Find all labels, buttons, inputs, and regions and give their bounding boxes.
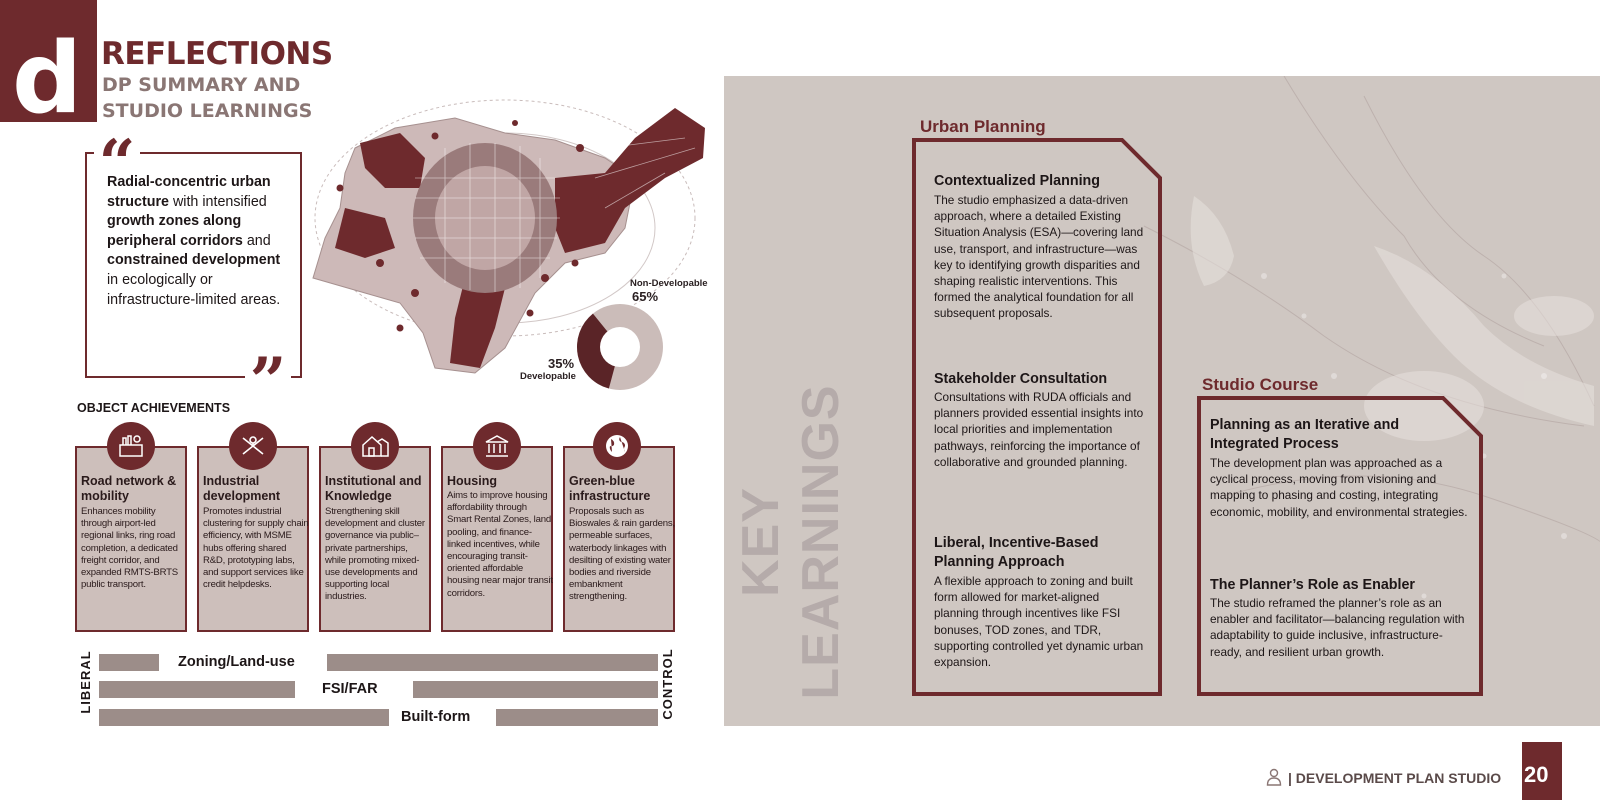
zoning-label: Zoning/Land-use <box>178 654 295 670</box>
quote-segment: constrained development <box>107 252 281 269</box>
achievement-title: Green-blue infrastructure <box>569 474 651 503</box>
fsi-label: FSI/FAR <box>322 681 378 697</box>
non-developable-label: Non-Developable <box>630 278 708 289</box>
section-letter: d <box>12 22 79 136</box>
page-number: 20 <box>1524 762 1549 787</box>
developable-value: 35% <box>548 356 575 371</box>
zoning-bar-right <box>327 654 658 671</box>
studio-course-heading: Studio Course <box>1202 375 1319 394</box>
achievement-title: Institutional and Knowledge <box>325 474 422 503</box>
zoning-bar-left <box>99 654 159 671</box>
quote-text <box>107 173 287 310</box>
achievement-title: Housing <box>447 474 497 488</box>
quote-segment: in ecologically or infrastructure-limited areas. <box>107 271 281 308</box>
achievement-body: Enhances mobility through airport-led regional links, ring road completion, a dedicated freight corridor, and expanded RMTS-BRTS public transport. <box>81 506 178 591</box>
buildings-icon <box>351 422 399 470</box>
learning-body: The studio emphasized a data-driven approach, where a detailed Existing Situation Analysis (ESA)—covering land use, transport, and infrastructure—was key to identifying growth disparities and shaping realistic interventions. This formed the analytical foundation for all subsequent proposals. <box>934 193 1144 321</box>
user-icon <box>1266 768 1282 786</box>
achievement-card-industrial <box>197 446 309 632</box>
learning-body: The development plan was approached as a cyclical process, moving from visioning and mapping to phasing and costing, integrating economic, mobility, and environmental strategies. <box>1210 456 1468 519</box>
built-form-bar-left <box>99 709 389 726</box>
close-quote-icon: ” <box>245 350 291 390</box>
learning-title: Liberal, Incentive-Based Planning Approach <box>934 535 1099 570</box>
donut-hole <box>600 327 640 367</box>
achievement-title: Road network & mobility <box>81 474 177 503</box>
land-split-donut <box>575 302 665 392</box>
learning-body: Consultations with RUDA officials and planners provided essential insights into local priorities and implementation pathways, reinforcing the importance of collaborative and grounded planning. <box>934 390 1144 469</box>
globe-icon <box>593 422 641 470</box>
fsi-bar-right <box>413 681 658 698</box>
urban-planning-heading: Urban Planning <box>920 117 1046 136</box>
liberal-label: LIBERAL <box>78 650 93 714</box>
built-form-label: Built-form <box>401 709 471 725</box>
learning-body: A flexible approach to zoning and built form allowed for market-aligned planning through incentives like FSI bonuses, TOD zones, and TDR, supporting controlled yet dynamic urban expansion. <box>934 574 1144 670</box>
achievement-card-housing <box>441 446 553 632</box>
quote-segment: with intensified <box>168 193 267 210</box>
page-subtitle: DP SUMMARY AND STUDIO LEARNINGS <box>102 74 313 122</box>
learning-title: Planning as an Iterative and Integrated Process <box>1210 417 1400 452</box>
factory-icon <box>107 422 155 470</box>
developable-label: Developable <box>520 371 576 382</box>
achievement-title: Industrial development <box>203 474 281 503</box>
achievement-card-institutional <box>319 446 431 632</box>
control-label: CONTROL <box>660 648 675 720</box>
fsi-bar-left <box>99 681 295 698</box>
bank-icon <box>473 422 521 470</box>
non-developable-value: 65% <box>632 289 659 304</box>
open-quote-icon: “ <box>94 132 140 172</box>
footer-label: | DEVELOPMENT PLAN STUDIO <box>1288 770 1502 786</box>
achievement-body: Aims to improve housing affordability through Smart Rental Zones, land pooling, and finance-linked incentives, while encouraging transit-oriented affordable housing near major transit corridors. <box>447 490 553 599</box>
learning-title: Stakeholder Consultation <box>934 371 1108 387</box>
quote-segment: Radial-concentric urban structure <box>107 174 271 210</box>
learning-title: Contextualized Planning <box>934 173 1101 189</box>
built-form-bar-right <box>496 709 658 726</box>
quote-segment: growth zones along peripheral corridors <box>107 213 243 249</box>
achievements-title: OBJECT ACHIEVEMENTS <box>77 401 231 415</box>
quote-segment: and <box>242 232 271 249</box>
key-learnings-title: KEY LEARNINGS <box>732 384 850 700</box>
achievement-body: Strengthening skill development and cluster governance via public–private partnerships, while promoting mixed-use developments and supporting local industries. <box>325 506 425 603</box>
page-title: REFLECTIONS <box>101 36 333 72</box>
achievement-card-road-network <box>75 446 187 632</box>
learning-title: The Planner’s Role as Enabler <box>1210 577 1415 593</box>
road-intersection-icon <box>229 422 277 470</box>
learning-body: The studio reframed the planner’s role as an enabler and facilitator—balancing regulation with adaptability to guide inclusive, infrastructure-ready, and resilient urban growth. <box>1210 596 1465 659</box>
achievement-body: Promotes industrial clustering for supply chain efficiency, with MSME hubs offering shared R&D, prototyping labs, and support services like credit helpdesks. <box>203 506 309 591</box>
achievement-card-green-blue <box>563 446 675 632</box>
achievement-body: Proposals such as Bioswales & rain gardens, permeable surfaces, waterbody linkages with desilting of existing water bodies and riverside embankment strengthening. <box>569 506 675 603</box>
